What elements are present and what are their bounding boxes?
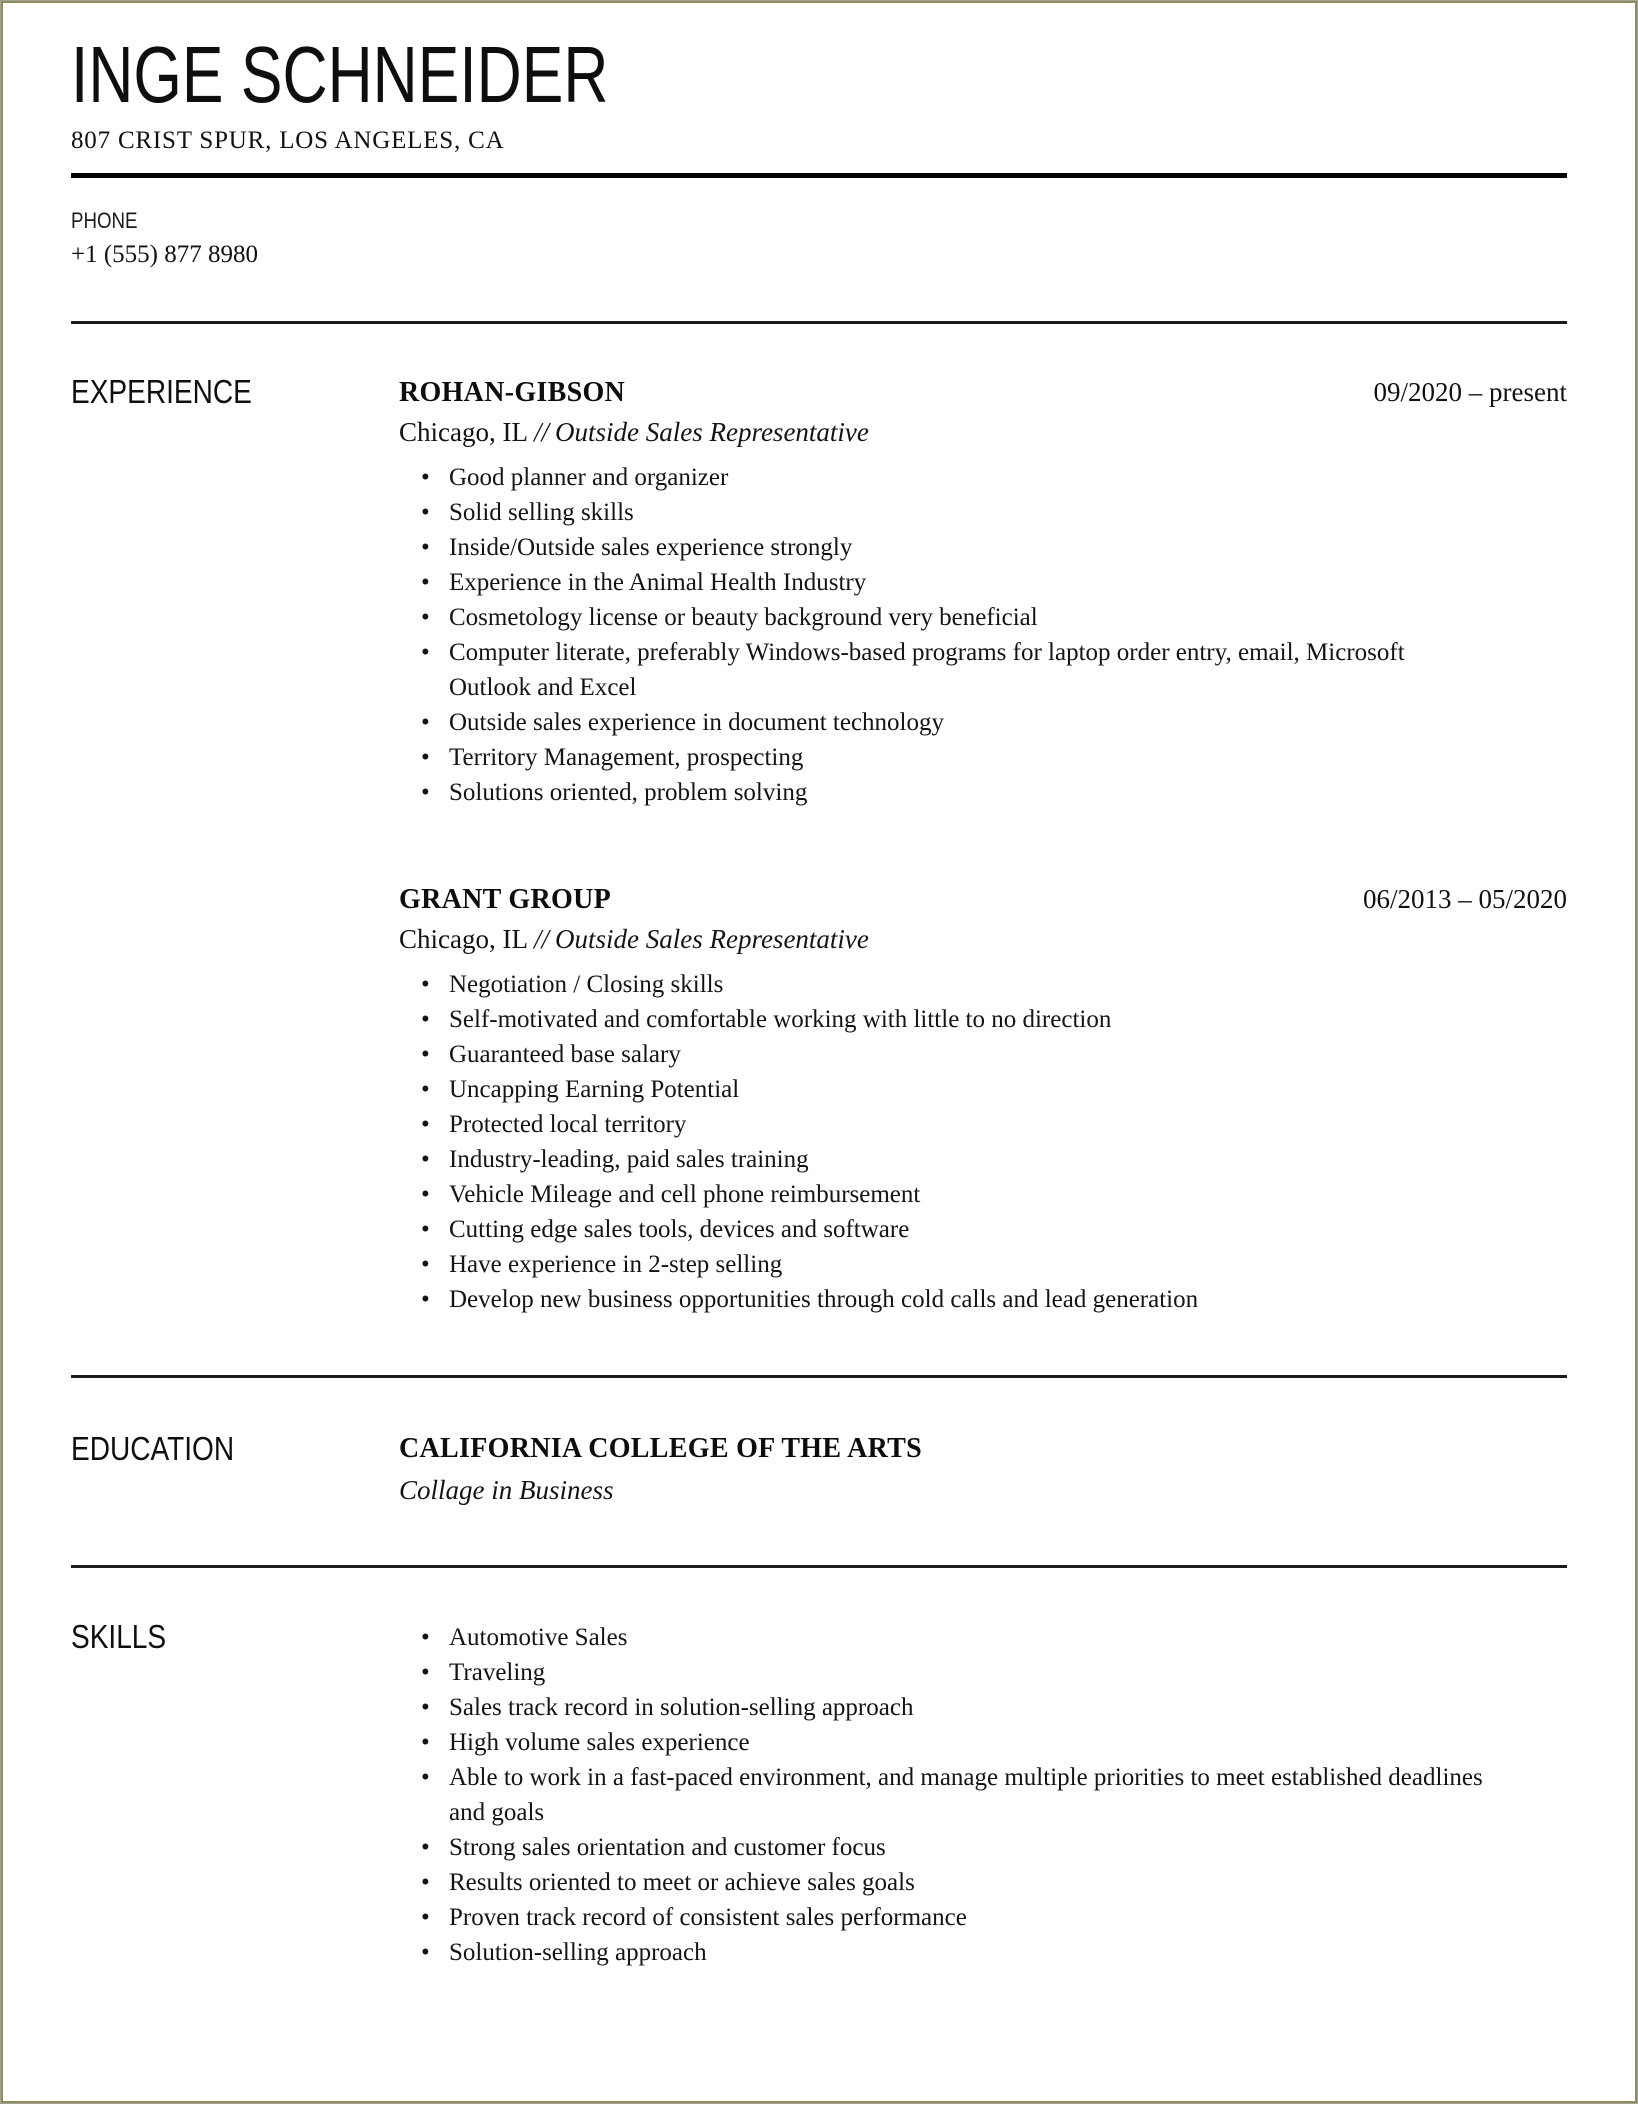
subtitle-separator: //	[533, 417, 549, 447]
experience-content	[399, 375, 1567, 1317]
school-name: CALIFORNIA COLLEGE OF THE ARTS	[399, 1433, 923, 1464]
candidate-name: INGE SCHNEIDER	[71, 30, 609, 119]
skills-bullet-list	[399, 1620, 1489, 1970]
bullet-item: • Uncapping Earning Potential	[399, 1072, 1489, 1107]
entry-dates: 06/2013 – 05/2020	[1362, 884, 1567, 914]
subtitle-separator: //	[533, 924, 549, 954]
bullet-item: • Solid selling skills	[399, 495, 1489, 530]
section-education	[71, 1432, 1567, 1506]
experience-section-label: EXPERIENCE	[71, 373, 252, 410]
bullet-item: • Computer literate, preferably Windows-based programs for laptop order entry, email, Microsoft Outlook and Excel	[399, 635, 1489, 705]
bullet-item: • Guaranteed base salary	[399, 1037, 1489, 1072]
bullet-item: • Solutions oriented, problem solving	[399, 775, 1489, 810]
bullet-item: • Results oriented to meet or achieve sales goals	[399, 1865, 1489, 1900]
experience-label-column	[71, 375, 399, 409]
bullet-item: • Traveling	[399, 1655, 1489, 1690]
phone-label: PHONE	[71, 208, 138, 233]
section-skills	[71, 1620, 1567, 1970]
entry-header	[399, 882, 1567, 917]
entry-location: Chicago, IL	[399, 924, 528, 954]
bullet-item: • Inside/Outside sales experience strongly	[399, 530, 1489, 565]
skills-section-label: SKILLS	[71, 1618, 167, 1655]
phone-value: +1 (555) 877 8980	[71, 241, 258, 268]
section-rule-experience	[71, 321, 1567, 324]
bullet-item: • Vehicle Mileage and cell phone reimbursement	[399, 1177, 1489, 1212]
resume-inner-frame	[1, 1, 1637, 2103]
bullet-item: • High volume sales experience	[399, 1725, 1489, 1760]
entry-header	[399, 375, 1567, 410]
entry-bullet-list	[399, 460, 1489, 810]
section-rule-skills	[71, 1565, 1567, 1568]
bullet-item: • Outside sales experience in document technology	[399, 705, 1489, 740]
degree-name: Collage in Business	[399, 1475, 614, 1505]
bullet-item: • Cosmetology license or beauty background very beneficial	[399, 600, 1489, 635]
bullet-item: • Strong sales orientation and customer focus	[399, 1830, 1489, 1865]
company-name: GRANT GROUP	[399, 884, 612, 915]
bullet-item: • Good planner and organizer	[399, 460, 1489, 495]
bullet-item: • Industry-leading, paid sales training	[399, 1142, 1489, 1177]
bullet-item: • Sales track record in solution-selling approach	[399, 1690, 1489, 1725]
bullet-item: • Proven track record of consistent sales performance	[399, 1900, 1489, 1935]
education-content	[399, 1432, 1567, 1506]
entry-bullet-list	[399, 967, 1489, 1317]
header-rule	[71, 173, 1567, 178]
entry-subtitle	[399, 923, 1567, 955]
section-rule-education	[71, 1375, 1567, 1378]
entry-dates: 09/2020 – present	[1373, 377, 1567, 407]
skills-content	[399, 1620, 1567, 1970]
education-label-column	[71, 1432, 399, 1466]
bullet-item: • Able to work in a fast-paced environment, and manage multiple priorities to meet established deadlines and goals	[399, 1760, 1489, 1830]
bullet-item: • Develop new business opportunities through cold calls and lead generation	[399, 1282, 1489, 1317]
entry-location: Chicago, IL	[399, 417, 528, 447]
bullet-item: • Cutting edge sales tools, devices and software	[399, 1212, 1489, 1247]
bullet-item: • Automotive Sales	[399, 1620, 1489, 1655]
bullet-item: • Protected local territory	[399, 1107, 1489, 1142]
section-experience	[71, 375, 1567, 1317]
bullet-item: • Experience in the Animal Health Industry	[399, 565, 1489, 600]
bullet-item: • Self-motivated and comfortable working with little to no direction	[399, 1002, 1489, 1037]
bullet-item: • Negotiation / Closing skills	[399, 967, 1489, 1002]
contact-block	[71, 208, 1567, 269]
entry-subtitle	[399, 416, 1567, 448]
skills-label-column	[71, 1620, 399, 1654]
experience-entry	[399, 375, 1567, 810]
education-section-label: EDUCATION	[71, 1430, 235, 1467]
entry-role: Outside Sales Representative	[554, 924, 869, 954]
bullet-item: • Territory Management, prospecting	[399, 740, 1489, 775]
candidate-address: 807 CRIST SPUR, LOS ANGELES, CA	[71, 127, 505, 154]
bullet-item: • Have experience in 2-step selling	[399, 1247, 1489, 1282]
entry-role: Outside Sales Representative	[554, 417, 869, 447]
experience-entry	[399, 882, 1567, 1317]
company-name: ROHAN-GIBSON	[399, 377, 626, 408]
bullet-item: • Solution-selling approach	[399, 1935, 1489, 1970]
